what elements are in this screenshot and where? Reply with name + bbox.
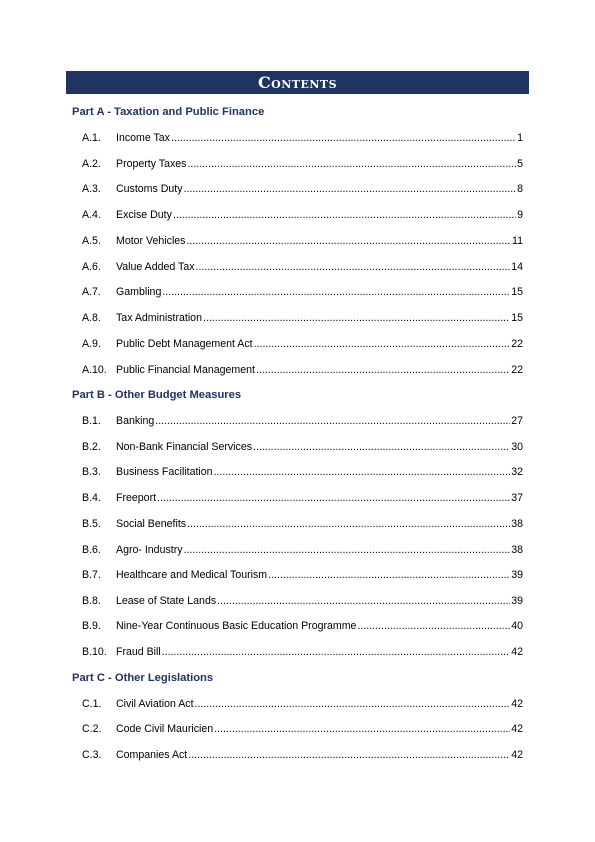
contents-banner <box>66 71 529 94</box>
toc-page-number: 42 <box>511 646 523 658</box>
toc-number: B.3. <box>82 466 101 478</box>
toc-entry[interactable] <box>82 312 523 326</box>
toc-page-number: 42 <box>511 749 523 761</box>
toc-entry[interactable] <box>82 132 523 146</box>
toc-entry[interactable] <box>82 518 523 532</box>
toc-label: Nine-Year Continuous Basic Education Programme <box>116 620 357 632</box>
toc-number: A.3. <box>82 183 101 195</box>
toc-leader <box>203 312 510 324</box>
toc-leader <box>188 749 510 761</box>
toc-entry[interactable] <box>82 364 523 378</box>
toc-label: Agro- Industry <box>116 544 183 556</box>
toc-label: Excise Duty <box>116 209 172 221</box>
toc-page-number: 39 <box>511 595 523 607</box>
toc-label: Public Financial Management <box>116 364 255 376</box>
toc-entry[interactable] <box>82 544 523 558</box>
toc-label: Code Civil Mauricien <box>116 723 214 735</box>
toc-number: A.9. <box>82 338 101 350</box>
toc-leader <box>253 441 510 453</box>
toc-number: A.7. <box>82 286 101 298</box>
toc-number: C.2. <box>82 723 102 735</box>
toc-label: Gambling <box>116 286 162 298</box>
toc-leader <box>187 518 510 530</box>
toc-label: Customs Duty <box>116 183 183 195</box>
toc-number: B.5. <box>82 518 101 530</box>
toc-entry[interactable] <box>82 338 523 352</box>
toc-page-number: 8 <box>517 183 523 195</box>
toc-leader <box>195 698 511 710</box>
toc-number: B.7. <box>82 569 101 581</box>
toc-leader <box>184 544 511 556</box>
toc-entry[interactable] <box>82 466 523 480</box>
toc-label: Non-Bank Financial Services <box>116 441 253 453</box>
section-heading-part-b: Part B - Other Budget Measures <box>72 389 242 401</box>
toc-label: Business Facilitation <box>116 466 213 478</box>
toc-label: Freeport <box>116 492 157 504</box>
toc-label: Social Benefits <box>116 518 187 530</box>
toc-number: B.10. <box>82 646 107 658</box>
toc-page-number: 32 <box>511 466 523 478</box>
toc-leader <box>162 646 510 658</box>
toc-entry[interactable] <box>82 441 523 455</box>
toc-page-number: 39 <box>511 569 523 581</box>
toc-page-number: 27 <box>511 415 523 427</box>
toc-number: A.1. <box>82 132 101 144</box>
toc-label: Lease of State Lands <box>116 595 217 607</box>
toc-entry[interactable] <box>82 595 523 609</box>
toc-entry[interactable] <box>82 698 523 712</box>
toc-leader <box>268 569 510 581</box>
toc-page-number: 9 <box>517 209 523 221</box>
toc-leader <box>187 158 516 170</box>
toc-leader <box>173 209 516 221</box>
toc-leader <box>214 723 510 735</box>
toc-entry[interactable] <box>82 569 523 583</box>
toc-number: A.4. <box>82 209 101 221</box>
toc-number: B.4. <box>82 492 101 504</box>
toc-number: A.2. <box>82 158 101 170</box>
toc-page-number: 37 <box>511 492 523 504</box>
page-title: Contents <box>257 73 338 92</box>
toc-entry[interactable] <box>82 723 523 737</box>
toc-page-number: 38 <box>511 544 523 556</box>
toc-page-number: 22 <box>511 338 523 350</box>
toc-label: Banking <box>116 415 155 427</box>
toc-page-number: 14 <box>511 261 523 273</box>
toc-entry[interactable] <box>82 158 523 172</box>
toc-page-number: 15 <box>511 286 523 298</box>
toc-leader <box>155 415 510 427</box>
toc-label: Income Tax <box>116 132 170 144</box>
toc-leader <box>196 261 511 273</box>
toc-number: B.6. <box>82 544 101 556</box>
toc-entry[interactable] <box>82 286 523 300</box>
toc-number: A.10. <box>82 364 107 376</box>
toc-page-number: 30 <box>511 441 523 453</box>
toc-page-number: 1 <box>517 132 523 144</box>
toc-entry[interactable] <box>82 620 523 634</box>
toc-page-number: 22 <box>511 364 523 376</box>
toc-entry[interactable] <box>82 261 523 275</box>
toc-entry[interactable] <box>82 646 523 660</box>
toc-label: Value Added Tax <box>116 261 195 273</box>
toc-leader <box>254 338 511 350</box>
toc-leader <box>162 286 510 298</box>
toc-page-number: 42 <box>511 723 523 735</box>
toc-number: A.6. <box>82 261 101 273</box>
toc-leader <box>256 364 510 376</box>
toc-page-number: 11 <box>512 235 523 247</box>
toc-leader <box>214 466 511 478</box>
toc-number: B.8. <box>82 595 101 607</box>
toc-leader <box>217 595 510 607</box>
toc-leader <box>171 132 516 144</box>
toc-page-number: 5 <box>517 158 523 170</box>
toc-number: A.8. <box>82 312 101 324</box>
toc-entry[interactable] <box>82 492 523 506</box>
toc-entry[interactable] <box>82 415 523 429</box>
toc-label: Fraud Bill <box>116 646 161 658</box>
toc-page-number: 15 <box>511 312 523 324</box>
section-heading-part-c: Part C - Other Legislations <box>72 672 214 684</box>
toc-number: C.1. <box>82 698 102 710</box>
toc-label: Public Debt Management Act <box>116 338 253 350</box>
toc-number: B.9. <box>82 620 101 632</box>
toc-page-number: 40 <box>511 620 523 632</box>
toc-label: Healthcare and Medical Tourism <box>116 569 268 581</box>
toc-leader <box>357 620 510 632</box>
toc-label: Civil Aviation Act <box>116 698 194 710</box>
toc-leader <box>186 235 511 247</box>
toc-entry[interactable] <box>82 183 523 197</box>
toc-label: Tax Administration <box>116 312 202 324</box>
toc-label: Motor Vehicles <box>116 235 186 247</box>
toc-entry[interactable] <box>82 209 523 223</box>
toc-page-number: 42 <box>511 698 523 710</box>
toc-leader <box>157 492 510 504</box>
toc-entry[interactable] <box>82 749 523 763</box>
section-heading-part-a: Part A - Taxation and Public Finance <box>72 106 265 118</box>
toc-number: C.3. <box>82 749 102 761</box>
toc-number: B.2. <box>82 441 101 453</box>
toc-page-number: 38 <box>511 518 523 530</box>
toc-label: Property Taxes <box>116 158 187 170</box>
toc-entry[interactable] <box>82 235 523 249</box>
toc-number: B.1. <box>82 415 101 427</box>
toc-label: Companies Act <box>116 749 188 761</box>
toc-leader <box>184 183 517 195</box>
toc-number: A.5. <box>82 235 101 247</box>
